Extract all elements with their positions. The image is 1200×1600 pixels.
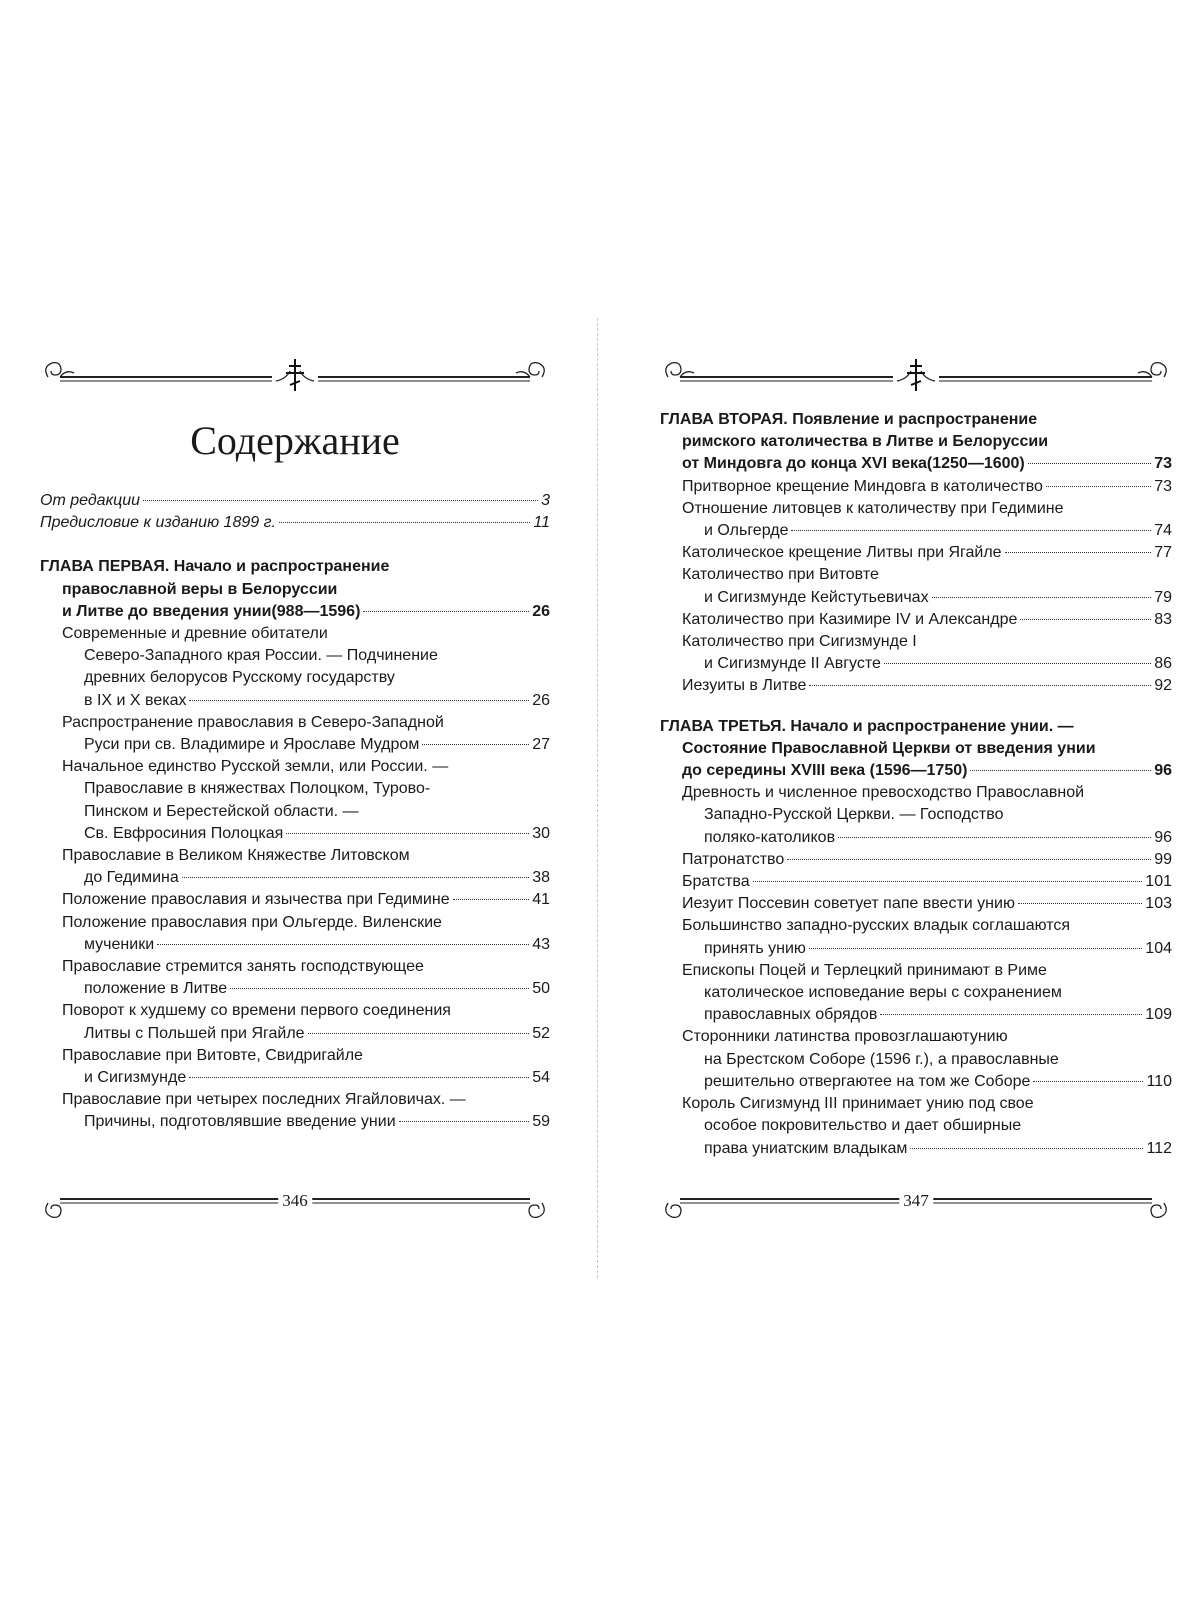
dot-leader <box>182 877 529 878</box>
toc-entry-text: до середины XVIII века (1596—1750) <box>682 762 968 780</box>
toc-page-number: 73 <box>1154 477 1172 495</box>
toc-page-number: 103 <box>1145 895 1172 913</box>
toc-section-entry[interactable] <box>660 498 1172 542</box>
toc-section-entry[interactable] <box>40 845 550 889</box>
toc-entry-text: Православие при Витовте, Свидригайле <box>62 1046 363 1064</box>
toc-entry-text: Православие при четырех последних Ягайловичах. — <box>62 1091 466 1109</box>
right-page <box>660 355 1172 1210</box>
toc-page-number: 73 <box>1154 455 1172 473</box>
toc-section-entry[interactable] <box>660 609 1172 631</box>
dot-leader <box>880 1014 1142 1015</box>
toc-page-number: 26 <box>532 691 550 709</box>
dot-leader <box>932 597 1152 598</box>
toc-page-number: 3 <box>541 492 550 509</box>
dot-leader <box>1018 903 1142 904</box>
page-number: 346 <box>278 1191 312 1211</box>
toc-page-number: 83 <box>1154 610 1172 628</box>
dot-leader <box>230 988 529 989</box>
toc-section-entry[interactable] <box>40 912 550 956</box>
dot-leader <box>453 899 530 900</box>
toc-page-number: 86 <box>1154 655 1172 673</box>
toc-front-entry[interactable] <box>40 490 550 512</box>
toc-entry-text: на Брестском Соборе (1596 г.), а православные <box>704 1050 1059 1068</box>
toc-entry-text: Братства <box>682 873 750 891</box>
toc-entry-text: Распространение православия в Северо-Западной <box>62 713 444 731</box>
dot-leader <box>910 1148 1143 1149</box>
toc-entry-text: Король Сигизмунд III принимает унию под свое <box>682 1095 1034 1113</box>
bottom-ornament <box>660 1185 1172 1227</box>
toc-entry-text: принять унию <box>704 939 806 957</box>
toc-entry-text: Католичество при Сигизмунде I <box>682 633 917 651</box>
toc-entry-text: Иезуиты в Литве <box>682 677 807 695</box>
dot-leader <box>809 948 1142 949</box>
toc-section-entry[interactable] <box>660 1093 1172 1160</box>
toc-page-number: 50 <box>532 980 550 998</box>
toc-entry-text: Западно-Русской Церкви. — Господство <box>704 806 1004 824</box>
toc-section-entry[interactable] <box>40 956 550 1000</box>
toc-section-entry[interactable] <box>40 1000 550 1044</box>
toc-section-entry[interactable] <box>660 542 1172 564</box>
page-number: 347 <box>899 1191 933 1211</box>
dot-leader <box>838 837 1151 838</box>
toc-section-entry[interactable] <box>660 631 1172 675</box>
dot-leader <box>157 944 529 945</box>
page-title: Содержание <box>190 418 400 463</box>
ornament-rule-icon <box>40 355 550 397</box>
toc-list <box>40 490 550 1134</box>
toc-entry-text: Предисловие к изданию 1899 г. <box>40 514 276 532</box>
dot-leader <box>753 881 1143 882</box>
toc-section-entry[interactable] <box>660 476 1172 498</box>
toc-entry-text: Положение православия и язычества при Гедимине <box>62 891 450 909</box>
toc-entry-text: и Сигизмунде <box>84 1069 187 1087</box>
toc-entry-text: Древность и численное превосходство Православной <box>682 784 1085 802</box>
dot-leader <box>1005 552 1152 553</box>
toc-entry-text: Православие стремится занять господствующее <box>62 958 424 976</box>
toc-page-number: 112 <box>1146 1139 1172 1157</box>
dot-leader <box>143 500 538 501</box>
toc-page-number: 27 <box>532 736 550 754</box>
toc-entry-text: Причины, подготовлявшие введение унии <box>84 1113 396 1131</box>
dot-leader <box>809 685 1151 686</box>
toc-entry-text: Северо-Западного края России. — Подчинение <box>84 647 438 665</box>
toc-entry-text: католическое исповедание веры с сохранением <box>704 984 1062 1002</box>
toc-entry-text: Католичество при Казимире IV и Александре <box>682 610 1018 628</box>
left-page <box>40 355 550 1210</box>
toc-entry-text: ГЛАВА ПЕРВАЯ. Начало и распространение <box>40 558 390 576</box>
book-gutter <box>597 318 599 1278</box>
dot-leader <box>363 611 529 612</box>
toc-section-entry[interactable] <box>40 756 550 845</box>
toc-entry-text: Иезуит Поссевин советует папе ввести унию <box>682 895 1015 913</box>
toc-entry-text: права униатским владыкам <box>704 1139 908 1157</box>
toc-entry-text: Начальное единство Русской земли, или России. — <box>62 758 449 776</box>
toc-entry-text: до Гедимина <box>84 869 179 887</box>
toc-chapter-entry[interactable] <box>660 409 1172 476</box>
toc-list <box>660 409 1172 1160</box>
toc-section-entry[interactable] <box>660 871 1172 893</box>
toc-page-number: 38 <box>532 869 550 887</box>
toc-section-entry[interactable] <box>660 960 1172 1027</box>
toc-entry-text: римского католичества в Литве и Белоруссии <box>682 433 1049 451</box>
toc-page-number: 74 <box>1154 522 1172 540</box>
toc-page-number: 77 <box>1154 544 1172 562</box>
top-ornament <box>40 355 550 397</box>
toc-page-number: 26 <box>532 602 550 620</box>
toc-entry-text: Литвы с Польшей при Ягайле <box>84 1024 305 1042</box>
dot-leader <box>308 1033 530 1034</box>
toc-page-number: 101 <box>1145 873 1172 891</box>
toc-entry-text: решительно отвергаютее на том же Соборе <box>704 1072 1031 1090</box>
toc-section-entry[interactable] <box>660 915 1172 959</box>
dot-leader <box>279 522 530 523</box>
toc-page-number: 110 <box>1146 1072 1172 1090</box>
toc-section-entry[interactable] <box>40 889 550 911</box>
toc-entry-text: ГЛАВА ВТОРАЯ. Появление и распространение <box>660 411 1038 428</box>
toc-section-entry[interactable] <box>660 1026 1172 1093</box>
toc-entry-text: и Литве до введения унии(988—1596) <box>62 602 361 620</box>
top-ornament <box>660 355 1172 397</box>
toc-entry-text: Руси при св. Владимире и Ярославе Мудром <box>84 736 420 754</box>
dot-leader <box>422 744 529 745</box>
toc-entry-text: в IX и X веках <box>84 691 187 709</box>
toc-entry-text: Патронатство <box>682 850 785 868</box>
toc-entry-text: и Сигизмунде Кейстутьевичах <box>704 588 929 606</box>
toc-page-number: 96 <box>1154 762 1172 780</box>
toc-entry-text: От редакции <box>40 492 141 509</box>
toc-page-number: 54 <box>532 1069 550 1087</box>
toc-section-entry[interactable] <box>660 782 1172 849</box>
toc-section-entry[interactable] <box>660 564 1172 608</box>
toc-entry-text: мученики <box>84 935 155 953</box>
toc-entry-text: Современные и древние обитатели <box>62 625 328 643</box>
toc-entry-text: Положение православия при Ольгерде. Виленские <box>62 913 442 931</box>
toc-page-number: 43 <box>532 935 550 953</box>
toc-section-entry[interactable] <box>660 675 1172 697</box>
toc-page-number: 79 <box>1154 588 1172 606</box>
toc-section-entry[interactable] <box>40 623 550 712</box>
toc-entry-text: Католичество при Витовте <box>682 566 879 584</box>
toc-section-entry[interactable] <box>660 849 1172 871</box>
dot-leader <box>1033 1081 1143 1082</box>
bottom-ornament <box>40 1185 550 1227</box>
toc-entry-text: Большинство западно-русских владык соглашаются <box>682 917 1071 935</box>
toc-entry-text: Сторонники латинства провозглашаютунию <box>682 1028 1008 1046</box>
toc-chapter-entry[interactable] <box>660 716 1172 783</box>
toc-page-number: 104 <box>1145 939 1172 957</box>
toc-entry-text: ГЛАВА ТРЕТЬЯ. Начало и распространение унии. — <box>660 717 1074 735</box>
dot-leader <box>286 833 529 834</box>
dot-leader <box>189 700 529 701</box>
toc-page-number: 41 <box>532 891 550 909</box>
dot-leader <box>970 770 1151 771</box>
dot-leader <box>399 1121 530 1122</box>
dot-leader <box>1046 486 1151 487</box>
toc-entry-text: особое покровительство и дает обширные <box>704 1117 1022 1135</box>
toc-entry-text: от Миндовга до конца XVI века(1250—1600) <box>682 455 1025 473</box>
toc-page-number: 99 <box>1154 850 1172 868</box>
ornament-rule-icon <box>660 355 1172 397</box>
toc-entry-text: и Ольгерде <box>704 522 789 540</box>
toc-page-number: 52 <box>532 1024 550 1042</box>
dot-leader <box>1028 463 1151 464</box>
toc-entry-text: поляко-католиков <box>704 828 836 846</box>
toc-entry-text: Св. Евфросиния Полоцкая <box>84 824 284 842</box>
toc-section-entry[interactable] <box>660 893 1172 915</box>
dot-leader <box>791 530 1151 531</box>
toc-entry-text: Пинском и Берестейской области. — <box>84 802 359 820</box>
toc-section-entry[interactable] <box>40 712 550 756</box>
dot-leader <box>1020 619 1151 620</box>
toc-chapter-entry[interactable] <box>40 556 550 623</box>
toc-section-entry[interactable] <box>40 1089 550 1133</box>
dot-leader <box>884 663 1151 664</box>
toc-entry-text: Притворное крещение Миндовга в католичество <box>682 477 1043 495</box>
toc-front-entry[interactable] <box>40 512 550 534</box>
toc-page-number: 30 <box>532 824 550 842</box>
toc-entry-text: православной веры в Белоруссии <box>62 580 338 598</box>
toc-entry-text: положение в Литве <box>84 980 228 998</box>
toc-entry-text: и Сигизмунде II Августе <box>704 655 881 673</box>
dot-leader <box>787 859 1151 860</box>
toc-page-number: 96 <box>1154 828 1172 846</box>
toc-entry-text: Епископы Поцей и Терлецкий принимают в Риме <box>682 961 1047 979</box>
toc-entry-text: Католическое крещение Литвы при Ягайле <box>682 544 1002 562</box>
toc-section-entry[interactable] <box>40 1045 550 1089</box>
toc-entry-text: Состояние Православной Церкви от введения унии <box>682 739 1096 757</box>
dot-leader <box>189 1077 529 1078</box>
toc-page-number: 109 <box>1145 1006 1172 1024</box>
toc-entry-text: Православие в Великом Княжестве Литовском <box>62 847 410 865</box>
toc-entry-text: Православие в княжествах Полоцком, Турово- <box>84 780 431 798</box>
toc-page-number: 59 <box>532 1113 550 1131</box>
toc-entry-text: Поворот к худшему со времени первого соединения <box>62 1002 451 1020</box>
toc-page-number: 11 <box>533 514 550 532</box>
toc-page-number: 92 <box>1154 677 1172 695</box>
toc-entry-text: Отношение литовцев к католичеству при Гедимине <box>682 499 1064 517</box>
toc-entry-text: древних белорусов Русскому государству <box>84 669 395 687</box>
toc-entry-text: православных обрядов <box>704 1006 878 1024</box>
